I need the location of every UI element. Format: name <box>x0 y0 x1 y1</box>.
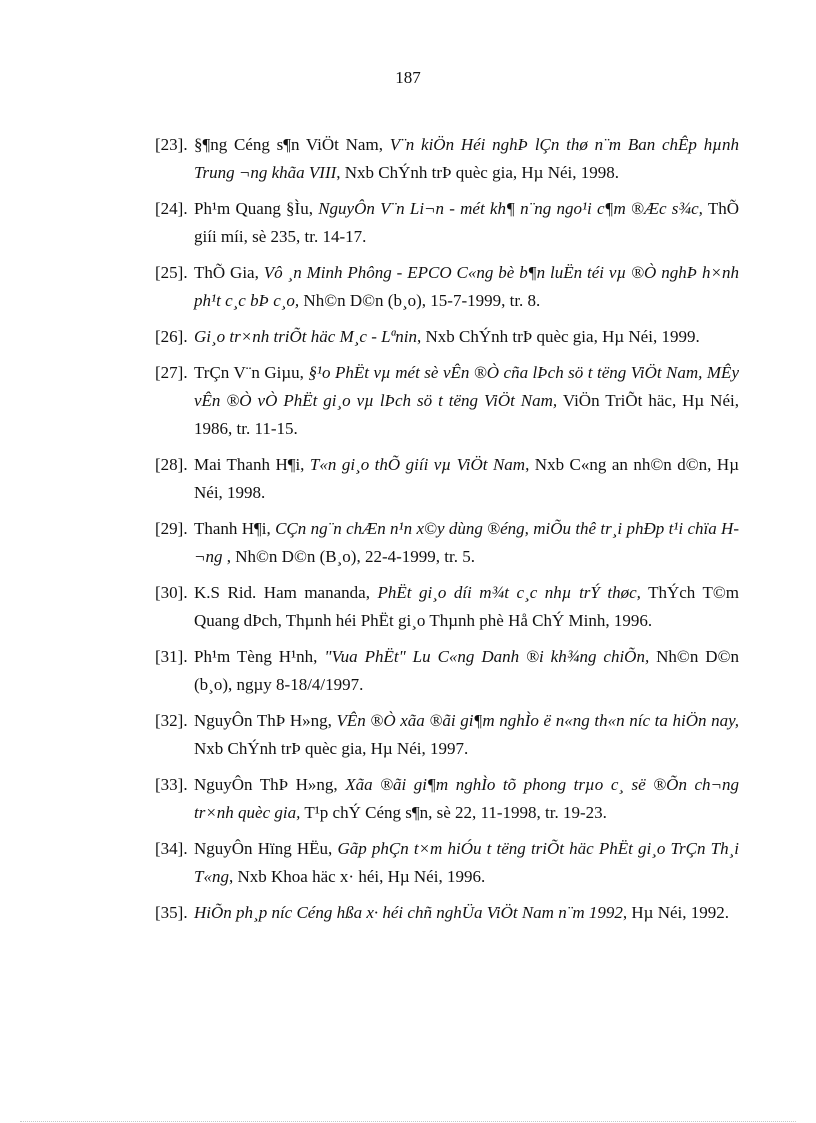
reference-author: §¶ng Céng s¶n ViÖt Nam, <box>194 135 390 154</box>
reference-item <box>155 323 739 351</box>
reference-author: Ph¹m Quang §Ìu, <box>194 199 319 218</box>
reference-text <box>194 771 739 827</box>
reference-publication: , Hµ Néi, 1992. <box>622 903 730 922</box>
reference-text <box>194 259 739 315</box>
reference-author: Thanh H¶i, <box>194 519 276 538</box>
reference-item <box>155 131 739 187</box>
reference-author: NguyÔn ThÞ H»ng, <box>194 711 337 730</box>
reference-text <box>194 131 739 187</box>
reference-item <box>155 707 739 763</box>
reference-publication: , Nxb Khoa häc x· héi, Hµ Néi, 1996. <box>228 867 486 886</box>
reference-publication: , Nxb C«ng an nh©n d©n, Hµ Néi, 1998. <box>194 455 739 502</box>
reference-publication: ThÕ giíi míi, sè 235, tr. 14-17. <box>194 199 740 246</box>
reference-author: NguyÔn Hïng HËu, <box>194 839 338 858</box>
reference-title: Xãa ®ãi gi¶m nghÌo tõ phong trµo c¸ së ®Õn ch¬ng tr×nh quèc gia, <box>194 775 739 822</box>
reference-publication: Nxb ChÝnh trÞ quèc gia, Hµ Néi, 1997. <box>194 739 469 758</box>
reference-text <box>194 835 739 891</box>
page-number: 187 <box>395 68 421 87</box>
reference-text <box>194 323 739 351</box>
reference-text <box>194 899 739 927</box>
reference-number: [34]. <box>155 839 188 858</box>
reference-author: ThÕ Gia, <box>194 263 264 282</box>
reference-item <box>155 515 739 571</box>
reference-title: NguyÔn V¨n Li¬n - mét kh¶ n¨ng ngo¹i c¶m ®Æc s¾c, <box>318 199 703 218</box>
reference-text <box>194 579 739 635</box>
reference-author: Mai Thanh H¶i, <box>194 455 310 474</box>
reference-title: V¨n kiÖn Héi nghÞ lÇn thø n¨m Ban chÊp hµnh Trung ¬ng khãa VIII <box>194 135 739 182</box>
reference-item <box>155 579 739 635</box>
reference-number: [31]. <box>155 647 188 666</box>
reference-author: TrÇn V¨n Giµu, <box>194 363 309 382</box>
reference-text <box>194 643 739 699</box>
reference-text <box>194 451 739 507</box>
reference-title: VÊn ®Ò xãa ®ãi gi¶m nghÌo ë n«ng th«n níc ta hiÖn nay, <box>336 711 739 730</box>
reference-item <box>155 451 739 507</box>
reference-author: NguyÔn ThÞ H»ng, <box>194 775 346 794</box>
reference-publication: , Nxb ChÝnh trÞ quèc gia, Hµ Néi, 1998. <box>336 163 619 182</box>
reference-title: Gãp phÇn t×m hiÓu t tëng triÕt häc PhËt gi¸o TrÇn Th¸i T«ng <box>194 839 740 886</box>
reference-number: [32]. <box>155 711 188 730</box>
reference-title: CÇn ng¨n chÆn n¹n x©y dùng ®éng, miÕu thê tr¸i phÐp t¹i chïa H¬ng <box>194 519 740 566</box>
reference-list <box>155 131 739 935</box>
reference-publication: ViÖn TriÕt häc, Hµ Néi, 1986, tr. 11-15. <box>194 391 739 438</box>
reference-number: [30]. <box>155 583 188 602</box>
reference-publication: , Nh©n D©n (B¸o), 22-4-1999, tr. 5. <box>222 547 475 566</box>
reference-number: [35]. <box>155 903 188 922</box>
reference-text <box>194 707 739 763</box>
reference-title: §¹o PhËt vµ mét sè vÊn ®Ò cña lÞch sö t tëng ViÖt Nam, MÊy vÊn ®Ò vÒ PhËt gi¸o vµ lÞch sö t tëng ViÖt Nam, <box>194 363 739 410</box>
reference-title: HiÕn ph¸p níc Céng hßa x· héi chñ nghÜa ViÖt Nam n¨m 1992 <box>194 903 623 922</box>
reference-number: [25]. <box>155 263 188 282</box>
reference-number: [33]. <box>155 775 188 794</box>
reference-text <box>194 515 739 571</box>
reference-number: [24]. <box>155 199 188 218</box>
reference-title: T«n gi¸o thÕ giíi vµ ViÖt Nam <box>309 455 526 474</box>
reference-item <box>155 195 739 251</box>
reference-item <box>155 835 739 891</box>
reference-publication: T¹p chÝ Céng s¶n, sè 22, 11-1998, tr. 19-23. <box>300 803 607 822</box>
reference-number: [27]. <box>155 363 188 382</box>
reference-title: "Vua PhËt" Lu C«ng Danh ®i kh¾ng chiÕn, <box>324 647 650 666</box>
page-bottom-border <box>20 1121 796 1122</box>
reference-item <box>155 899 739 927</box>
reference-item <box>155 359 739 443</box>
reference-item <box>155 771 739 827</box>
reference-publication: , Nxb ChÝnh trÞ quèc gia, Hµ Néi, 1999. <box>416 327 700 346</box>
reference-author: K.S Rid. Ham mananda, <box>194 583 378 602</box>
reference-number: [26]. <box>155 327 188 346</box>
reference-item <box>155 259 739 315</box>
reference-text <box>194 195 739 251</box>
reference-text <box>194 359 739 443</box>
reference-publication: Nh©n D©n (b¸o), ngµy 8-18/4/1997. <box>194 647 739 694</box>
reference-item <box>155 643 739 699</box>
reference-author: Ph¹m Tèng H¹nh, <box>194 647 325 666</box>
reference-number: [23]. <box>155 135 188 154</box>
reference-title: PhËt gi¸o díi m¾t c¸c nhµ trÝ thøc, <box>377 583 641 602</box>
reference-publication: Nh©n D©n (b¸o), 15-7-1999, tr. 8. <box>299 291 541 310</box>
reference-number: [29]. <box>155 519 188 538</box>
reference-number: [28]. <box>155 455 188 474</box>
reference-title: Vô ¸n Minh Phông - EPCO C«ng bè b¶n luËn téi vµ ®Ò nghÞ h×nh ph¹t c¸c bÞ c¸o, <box>194 263 739 310</box>
reference-publication: ThÝch T©m Quang dÞch, Thµnh héi PhËt gi¸o Thµnh phè Hå ChÝ Minh, 1996. <box>194 583 740 630</box>
reference-title: Gi¸o tr×nh triÕt häc M¸c - Lªnin <box>194 327 417 346</box>
